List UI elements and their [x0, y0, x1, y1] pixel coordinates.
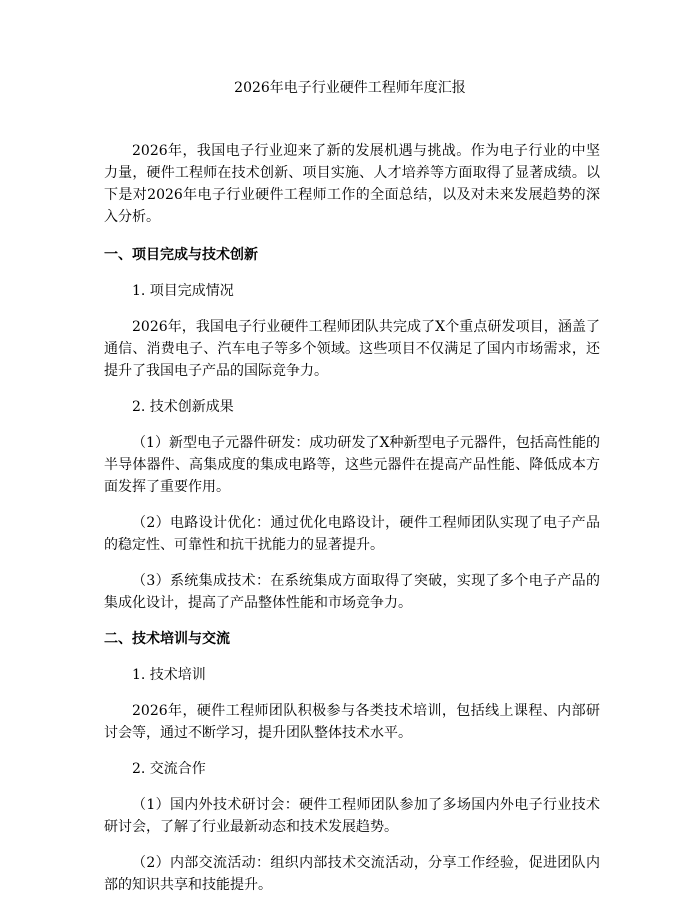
section-1-item-1: （1）新型电子元器件研发：成功研发了X种新型电子元器件，包括高性能的半导体器件、高集成度的集成电路等，这些元器件在提高产品性能、降低成本方面发挥了重要作用。	[104, 435, 600, 495]
section-2-sub-2-heading: 2. 交流合作	[132, 761, 206, 777]
section-1-heading: 一、项目完成与技术创新	[104, 247, 258, 263]
section-2-sub-1-heading: 1. 技术培训	[132, 667, 206, 683]
section-1-sub-1-paragraph: 2026年，我国电子行业硬件工程师团队共完成了X个重点研发项目，涵盖了通信、消费电子、汽车电子等多个领域。这些项目不仅满足了国内市场需求，还提升了我国电子产品的国际竞争力。	[104, 319, 600, 379]
section-1-sub-2-heading: 2. 技术创新成果	[132, 399, 234, 415]
section-2-heading: 二、技术培训与交流	[104, 631, 230, 647]
section-1-sub-1-heading: 1. 项目完成情况	[132, 283, 234, 299]
section-1-item-2: （2）电路设计优化：通过优化电路设计，硬件工程师团队实现了电子产品的稳定性、可靠性和抗干扰能力的显著提升。	[104, 515, 600, 553]
document-body	[104, 140, 600, 910]
section-2-item-2: （2）内部交流活动：组织内部技术交流活动，分享工作经验，促进团队内部的知识共享和技能提升。	[104, 855, 600, 893]
section-2-item-1: （1）国内外技术研讨会：硬件工程师团队参加了多场国内外电子行业技术研讨会，了解了行业最新动态和技术发展趋势。	[104, 797, 600, 835]
document-title: 2026年电子行业硬件工程师年度汇报	[234, 80, 466, 96]
section-1-item-3: （3）系统集成技术：在系统集成方面取得了突破，实现了多个电子产品的集成化设计，提高了产品整体性能和市场竞争力。	[104, 573, 600, 611]
section-2-sub-1-paragraph: 2026年，硬件工程师团队积极参与各类技术培训，包括线上课程、内部研讨会等，通过不断学习，提升团队整体技术水平。	[104, 703, 600, 741]
intro-paragraph: 2026年，我国电子行业迎来了新的发展机遇与挑战。作为电子行业的中坚力量，硬件工程师在技术创新、项目实施、人才培养等方面取得了显著成绩。以下是对2026年电子行业硬件工程师工作的全面总结，以及对未来发展趋势的深入分析。	[104, 143, 600, 225]
